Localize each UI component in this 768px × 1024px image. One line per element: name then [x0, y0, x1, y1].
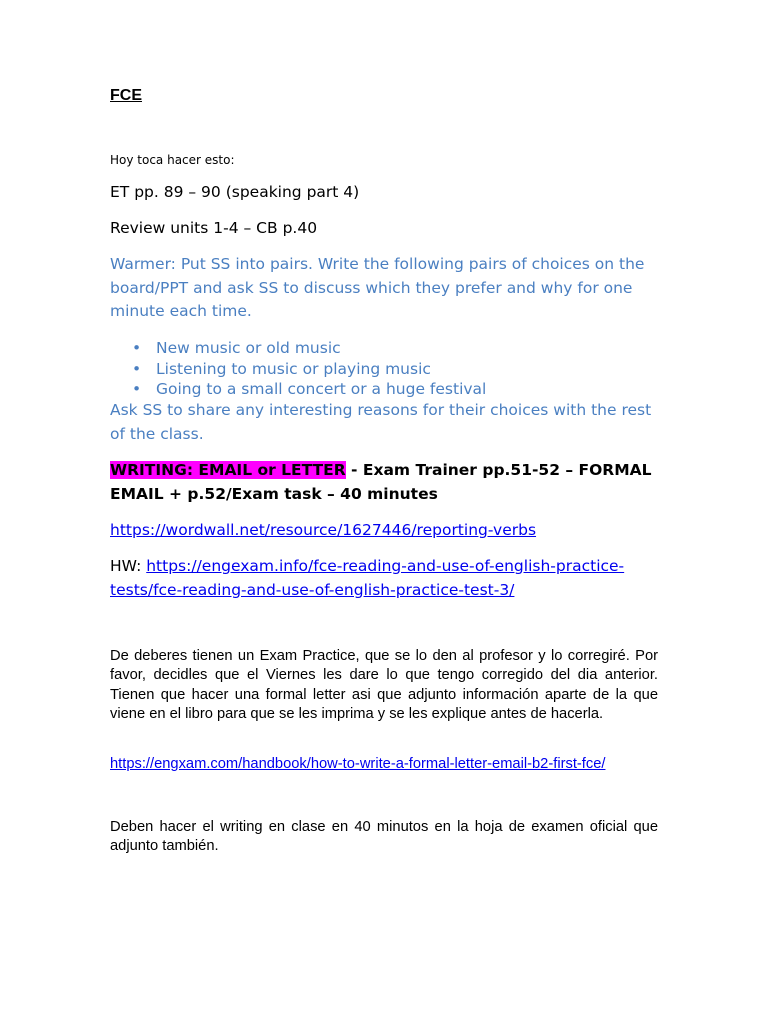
homework-line [110, 555, 658, 602]
list-item-text: Listening to music or playing music [156, 359, 431, 378]
wordwall-line [110, 519, 658, 543]
writing-highlight: WRITING: EMAIL or LETTER [110, 461, 346, 479]
engxam-handbook-link[interactable]: https://engxam.com/handbook/how-to-write-a-formal-letter-email-b2-first-fce/ [110, 756, 606, 772]
bullet-icon: • [132, 339, 142, 357]
choices-list [110, 338, 658, 400]
clase-paragraph: Deben hacer el writing en clase en 40 minutos en la hoja de examen oficial que adjunto también. [110, 819, 658, 855]
deberes-paragraph: De deberes tienen un Exam Practice, que se lo den al profesor y lo corregiré. Por favor, decidles que el Viernes les dare lo que tengo corregido del dia anterior. Tienen que hacer una formal letter asi que adjunto información aparte de la que viene en el libro para que se les imprima y se les explique antes de hacerla. [110, 648, 658, 722]
bullet-icon: • [132, 359, 142, 378]
et-pages-line: ET pp. 89 – 90 (speaking part 4) [110, 183, 360, 201]
intro-text: Hoy toca hacer esto: [110, 153, 235, 167]
writing-details: - Exam Trainer pp.51-52 – FORMAL EMAIL + p.52/Exam task – 40 minutes [110, 461, 652, 503]
document-title: FCE [110, 87, 142, 104]
list-item [110, 359, 658, 380]
bullet-icon: • [132, 380, 142, 398]
list-item-text: Going to a small concert or a huge festival [156, 380, 487, 398]
list-item-text: New music or old music [156, 339, 341, 357]
engxam-line [110, 755, 658, 774]
engexam-practice-test-link[interactable]: https://engexam.info/fce-reading-and-use-of-english-practice-tests/fce-reading-and-use-of-english-practice-test-3/ [110, 557, 625, 599]
writing-task-line [110, 459, 658, 506]
wordwall-link[interactable]: https://wordwall.net/resource/1627446/reporting-verbs [110, 521, 537, 539]
list-item [110, 379, 658, 400]
homework-label: HW: [110, 557, 147, 575]
review-units-line: Review units 1-4 – CB p.40 [110, 219, 318, 237]
list-item [110, 338, 658, 359]
warmer-paragraph: Warmer: Put SS into pairs. Write the following pairs of choices on the board/PPT and ask SS to discuss which they prefer and why for one minute each time. [110, 255, 645, 320]
ask-ss-paragraph: Ask SS to share any interesting reasons for their choices with the rest of the class. [110, 401, 652, 443]
